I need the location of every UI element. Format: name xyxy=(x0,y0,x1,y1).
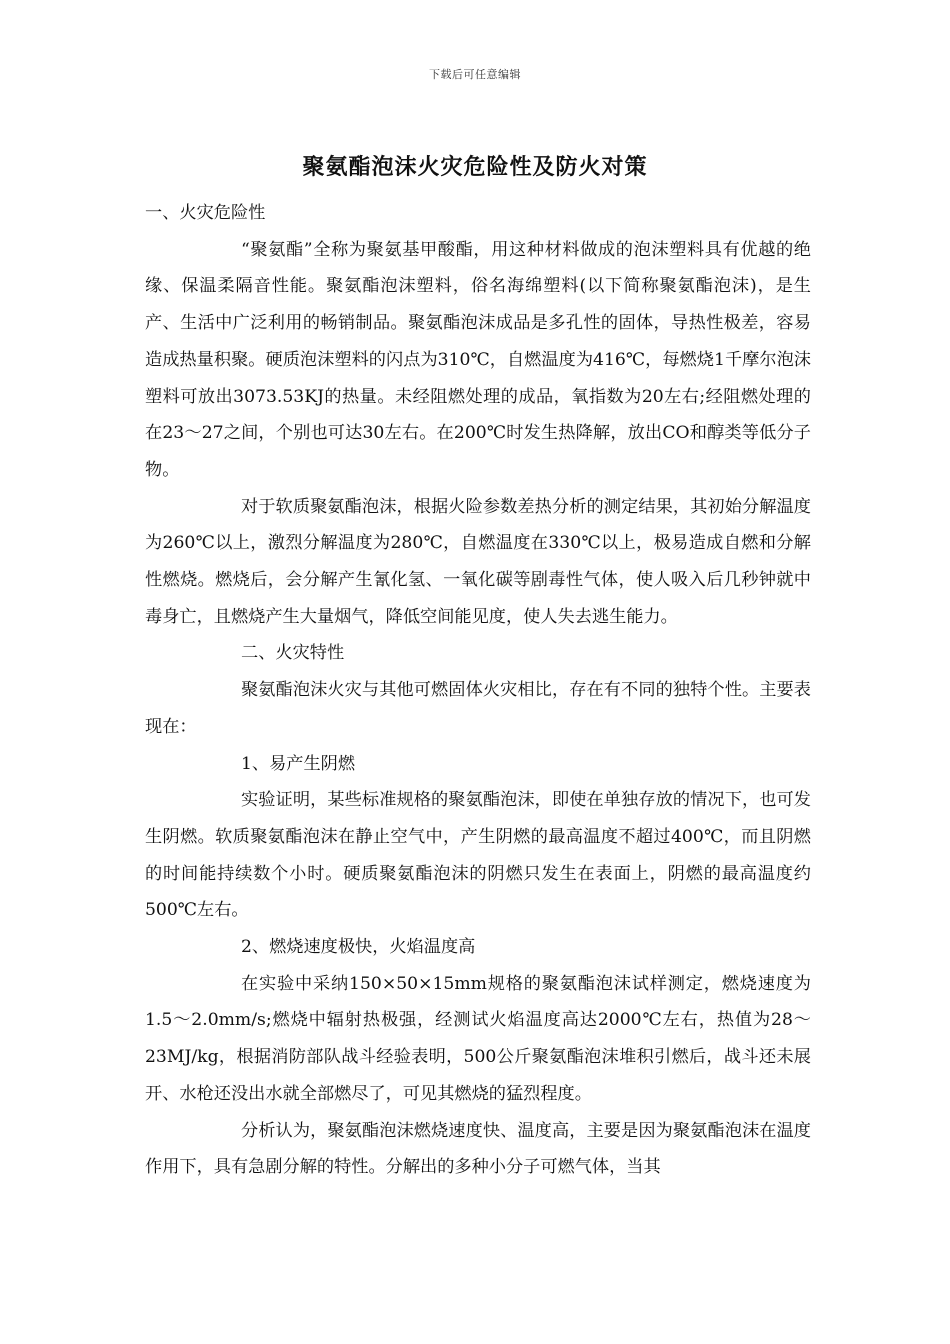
document-title: 聚氨酯泡沫火灾危险性及防火对策 xyxy=(302,155,648,180)
paragraph-soft-foam: 对于软质聚氨酯泡沫，根据火险参数差热分析的测定结果，其初始分解温度为260℃以上，激烈分解温度为280℃，自燃温度在330℃以上，极易造成自燃和分解性燃烧。燃烧后，会分解产生氰化氢、一氧化碳等剧毒性气体，使人吸入后几秒钟就中毒身亡，且燃烧产生大量烟气，降低空间能见度，使人失去逃生能力。 xyxy=(145,496,811,627)
paragraph-analysis: 分析认为，聚氨酯泡沫燃烧速度快、温度高，主要是因为聚氨酯泡沫在温度作用下，具有急剧分解的特性。分解出的多种小分子可燃气体，当其 xyxy=(145,1120,811,1178)
section-heading-fire-characteristics: 二、火灾特性 xyxy=(241,643,345,664)
paragraph-smoldering: 实验证明，某些标准规格的聚氨酯泡沫，即使在单独存放的情况下，也可发生阴燃。软质聚氨酯泡沫在静止空气中，产生阴燃的最高温度不超过400℃，而且阴燃的时间能持续数个小时。硬质聚氨酯泡沫的阴燃只发生在表面上，阴燃的最高温度约500℃左右。 xyxy=(145,790,811,921)
paragraph-definition: “聚氨酯”全称为聚氨基甲酸酯，用这种材料做成的泡沫塑料具有优越的绝缘、保温柔隔音性能。聚氨酯泡沫塑料，俗名海绵塑料(以下简称聚氨酯泡沫)，是生产、生活中广泛利用的畅销制品。聚氨酯泡沫成品是多孔性的固体，导热性极差，容易造成热量积聚。硬质泡沫塑料的闪点为310℃，自燃温度为416℃，每燃烧1千摩尔泡沫塑料可放出3073.53KJ的热量。未经阻燃处理的成品，氧指数为20左右;经阻燃处理的在23～27之间，个别也可达30左右。在200℃时发生热降解，放出CO和醇类等低分子物。 xyxy=(145,239,811,480)
paragraph-burning-speed: 在实验中采纳150×50×15mm规格的聚氨酯泡沫试样测定，燃烧速度为1.5～2.0mm/s;燃烧中辐射热极强，经测试火焰温度高达2000℃左右，热值为28～23MJ/kg，根据消防部队战斗经验表明，500公斤聚氨酯泡沫堆积引燃后，战斗还未展开、水枪还没出水就全部燃尽了，可见其燃烧的猛烈程度。 xyxy=(145,973,811,1104)
subheading-burning-speed: 2、燃烧速度极快，火焰温度高 xyxy=(241,937,476,958)
header-note: 下载后可任意编辑 xyxy=(429,68,521,81)
paragraph-characteristics-intro: 聚氨酯泡沫火灾与其他可燃固体火灾相比，存在有不同的独特个性。主要表现在： xyxy=(145,680,811,737)
document-body xyxy=(145,195,811,1186)
subheading-smoldering: 1、易产生阴燃 xyxy=(241,753,356,774)
section-heading-fire-hazard: 一、火灾危险性 xyxy=(145,203,266,223)
